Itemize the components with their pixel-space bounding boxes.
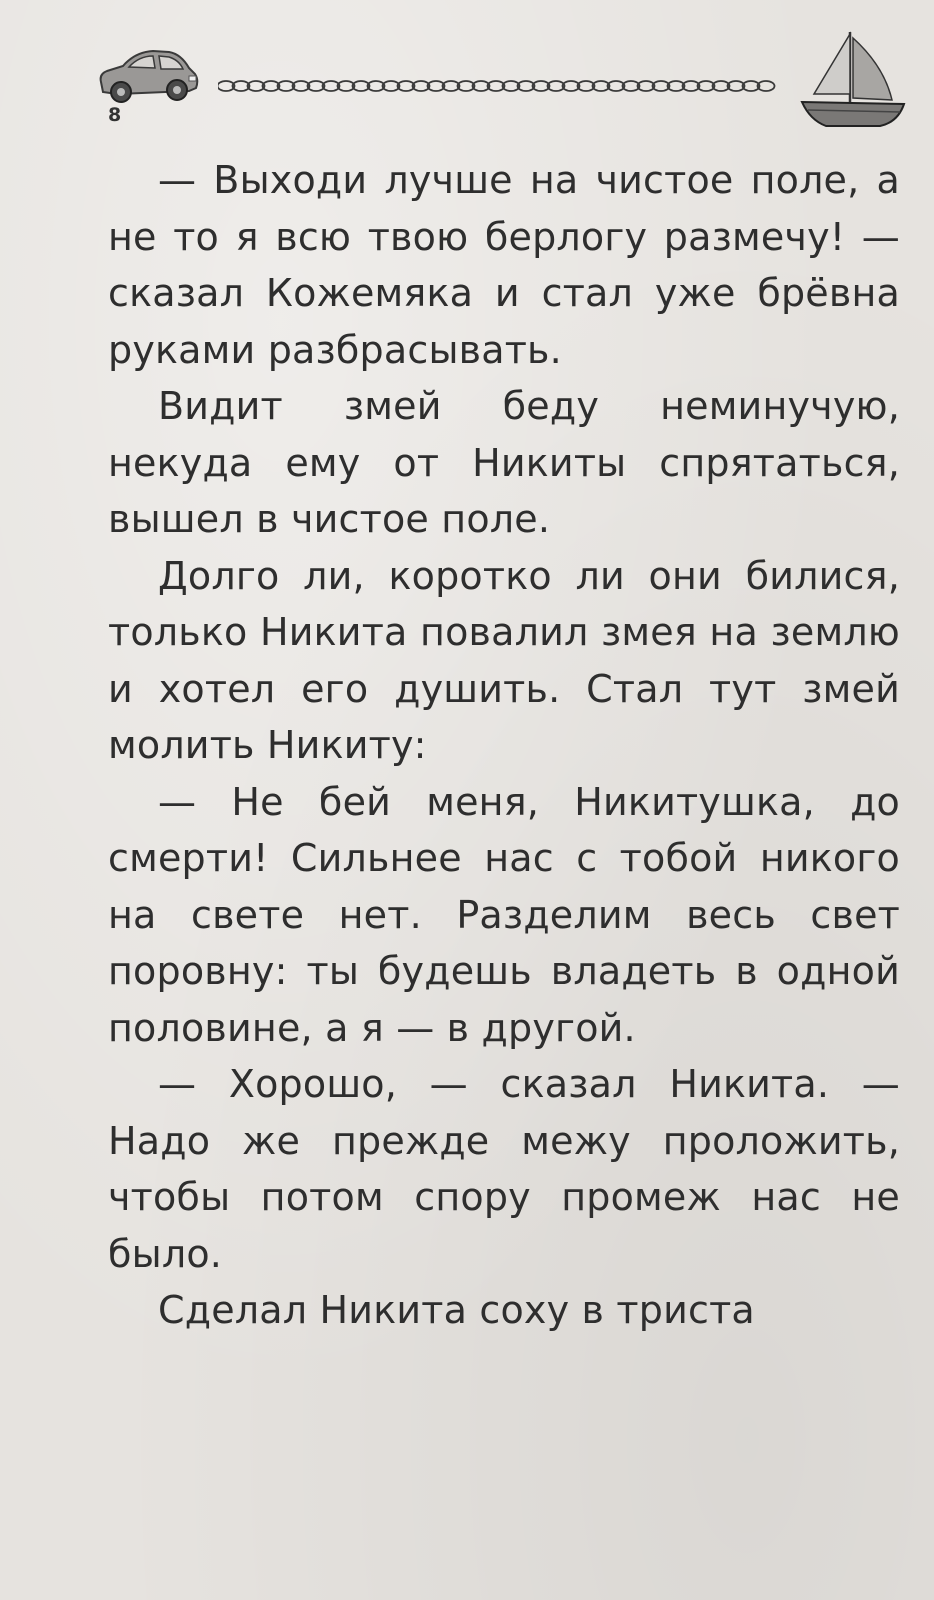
sailboat-icon bbox=[800, 26, 908, 130]
paragraph: Долго ли, коротко ли они билися, только Никита повалил змея на землю и хотел его душить. Стал тут змей молить Никиту: bbox=[108, 553, 900, 767]
page-header bbox=[0, 0, 934, 140]
paragraph: Сделал Никита соху в триста bbox=[158, 1288, 755, 1332]
chain-ornament bbox=[218, 76, 778, 96]
body-text bbox=[108, 152, 900, 1339]
car-icon bbox=[95, 38, 200, 106]
paragraph: — Выходи лучше на чистое поле, а не то я всю твою берлогу размечу! — сказал Кожемяка и стал уже брёвна руками разбрасывать. bbox=[108, 158, 900, 372]
paragraph: — Хорошо, — сказал Никита. — Надо же прежде межу проложить, чтобы потом спору промеж нас не было. bbox=[108, 1062, 900, 1276]
page-number: 8 bbox=[108, 104, 122, 126]
paragraph: — Не бей меня, Никитушка, до смерти! Сильнее нас с тобой никого на свете нет. Разделим весь свет поровну: ты будешь владеть в одной половине, а я — в другой. bbox=[108, 779, 900, 1050]
paragraph: Видит змей беду неминучую, некуда ему от Никиты спрятаться, вышел в чистое поле. bbox=[108, 384, 900, 541]
